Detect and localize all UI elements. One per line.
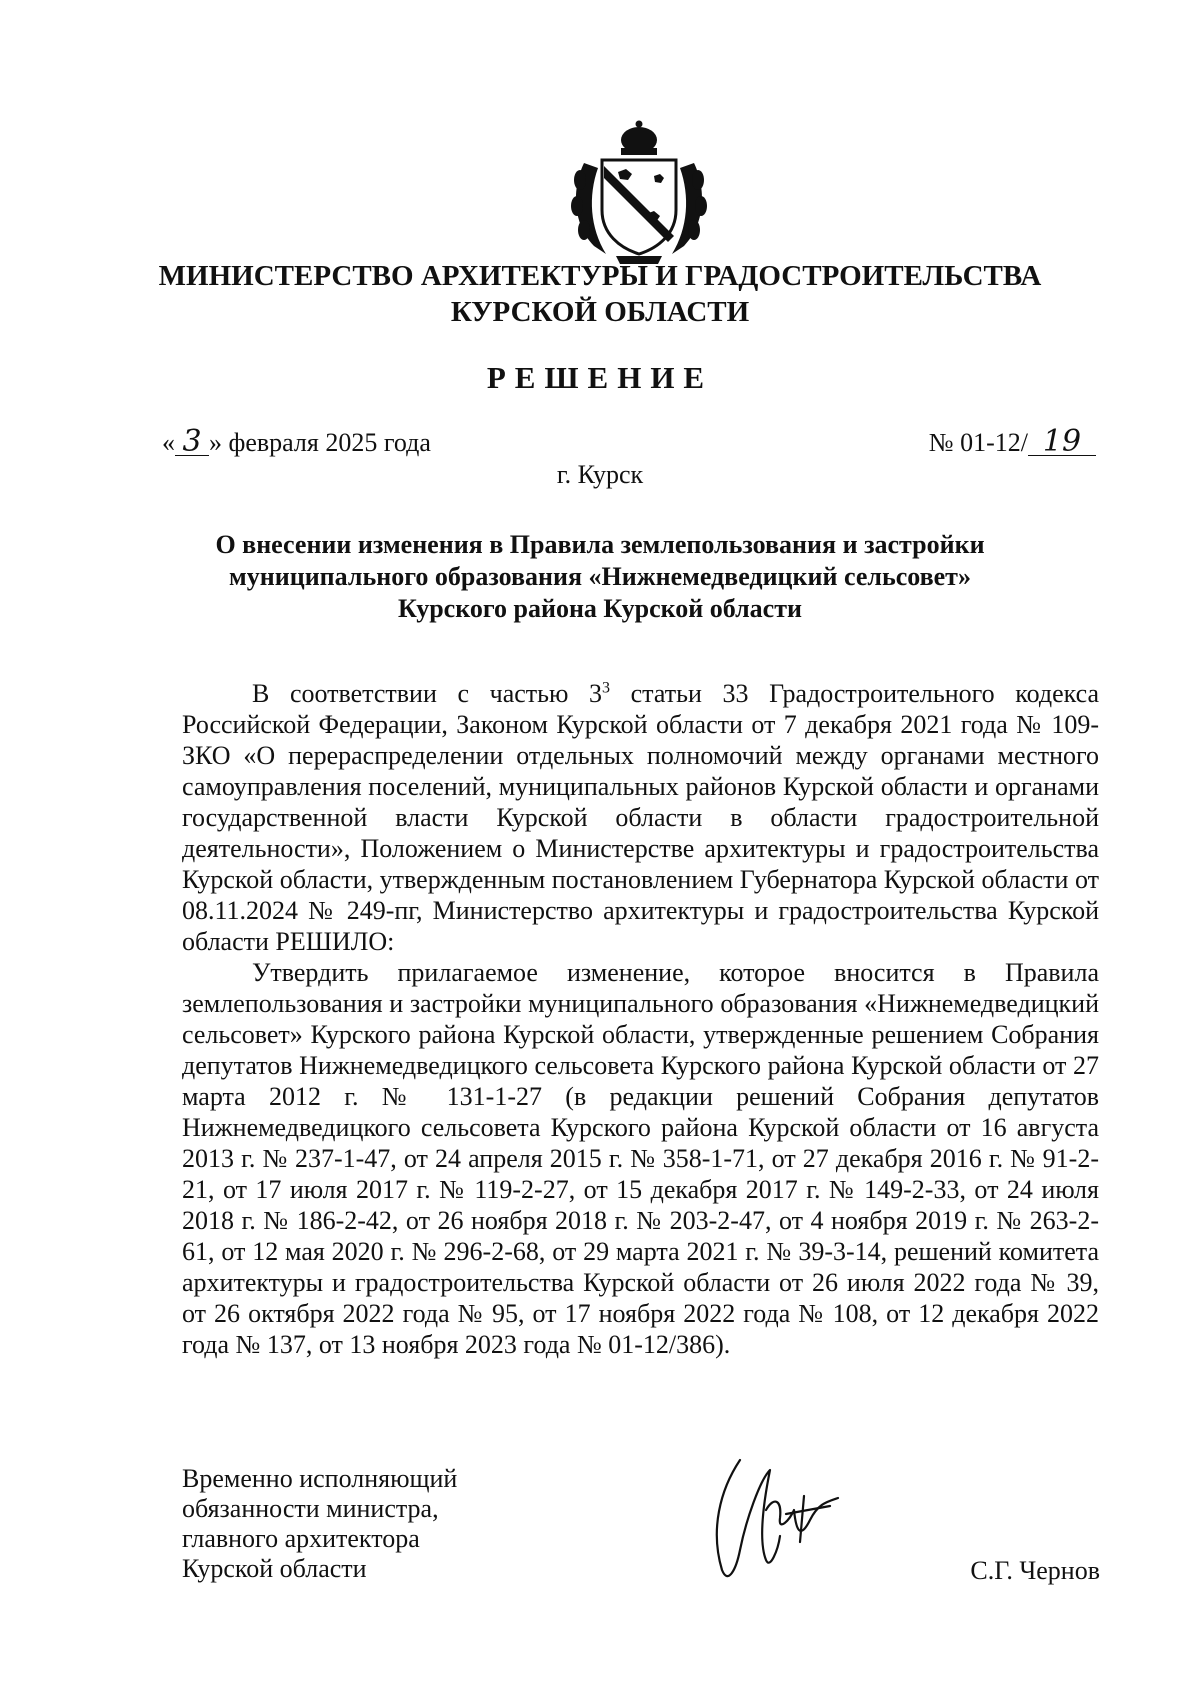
kursk-coat-of-arms-icon [566,118,712,268]
document-type: РЕШЕНИЕ [486,360,714,395]
signatory-name: С.Г. Чернов [970,1556,1100,1585]
signatory-title-line-1: Временно исполняющий [182,1464,458,1493]
document-date [162,424,431,459]
body-paragraph-2: Утвердить прилагаемое изменение, которое вносится в Правила землепользования и застройки муниципального образования «Нижнемедведицкий сельсовет» Курского района Курской области, утвержденные решением Собрания депутатов Нижнемедведицкого сельсовета Курского района Курской области от 27 марта 2012 г. № 131-1-27 (в редакции решений Собрания депутатов Нижнемедведицкого сельсовета Курского района Курской области от 16 августа 2013 г. № 237-1-47, от 24 апреля 2015 г. № 358-1-71, от 27 декабря 2016 г. № 91-2-21, от 17 июля 2017 г. № 119-2-27, от 15 декабря 2017 г. № 149-2-33, от 24 июля 2018 г. № 186-2-42, от 26 ноября 2018 г. № 203-2-47, от 4 ноября 2019 г. № 263-2-61, от 12 мая 2020 г. № 296-2-68, от 29 марта 2021 г. № 39-3-14, решений комитета архитектуры и градостроительства Курской области от 26 июля 2022 года № 39, от 26 октября 2022 года № 95, от 17 ноября 2022 года № 108, от 12 декабря 2022 года № 137, от 13 ноября 2023 года № 01-12/386). [182,958,1099,1359]
ministry-line-2: КУРСКОЙ ОБЛАСТИ [450,296,750,328]
signatory-title-line-3: главного архитектора [182,1524,420,1553]
date-day-handwritten: 3 [175,429,209,456]
signatory-title-line-4: Курской области [182,1554,367,1583]
document-city: г. Курск [556,460,644,489]
signatory-title [182,1464,457,1584]
number-handwritten: 19 [1028,429,1096,456]
ministry-name [0,258,1200,330]
body-paragraph-1 [182,678,1099,957]
subject-line-2: муниципального образования «Нижнемедведицкий сельсовет» [229,562,971,591]
signatory-title-line-2: обязанности министра, [182,1494,439,1523]
number-prefix: № 01-12/ [928,428,1028,457]
date-rest: » февраля 2025 года [209,428,431,457]
subject-line-3: Курского района Курской области [398,594,802,623]
paragraph-1-rest: статьи 33 Градостроительного кодекса Российской Федерации, Законом Курской области от 7 декабря 2021 года № 109-ЗКО «О перераспределении отдельных полномочий между органами местного самоуправления поселений, муниципальных районов Курской области и органами государственной власти Курской области в области градостроительной деятельности», Положением о Министерстве архитектуры и градостроительства Курской области, утвержденным постановлением Губернатора Курской области от 08.11.2024 № 249-пг, Министерство архитектуры и градостроительства Курской области РЕШИЛО: [182,679,1100,956]
handwritten-signature-icon [700,1440,860,1590]
document-number [928,424,1096,459]
superscript-3: 3 [602,679,611,697]
ministry-line-1: МИНИСТЕРСТВО АРХИТЕКТУРЫ И ГРАДОСТРОИТЕЛЬСТВА [158,260,1042,292]
subject-line-1: О внесении изменения в Правила землепользования и застройки [215,530,985,559]
document-subject [150,529,1050,625]
paragraph-1-start: В соответствии с частью 3 [252,679,603,708]
document-body [182,678,1099,1360]
date-open-quote: « [162,428,175,457]
